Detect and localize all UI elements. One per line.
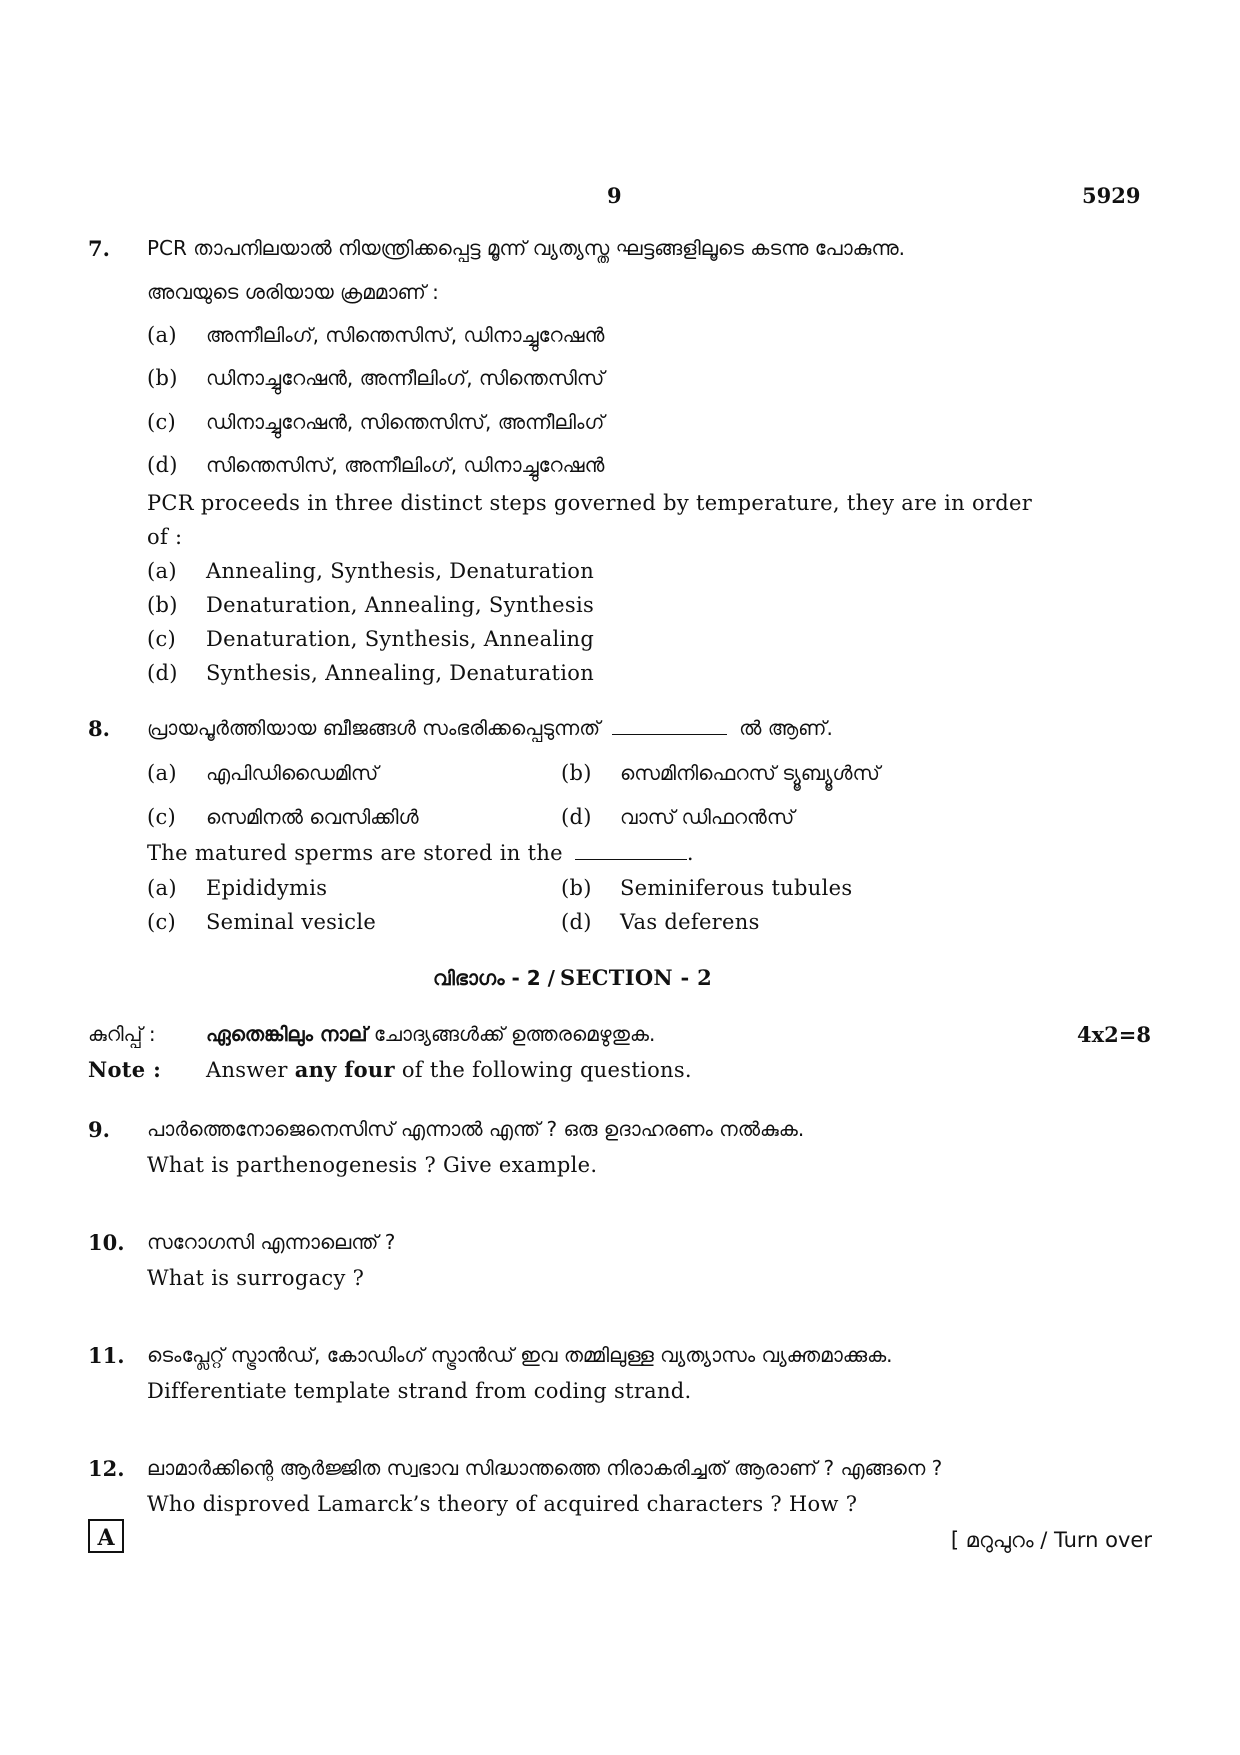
question-text-ml: ടെംപ്ലേറ്റ് സ്ട്രാൻഡ്, കോഡിംഗ് സ്ട്രാൻഡ് ഇവ തമ്മിലുള്ള വ്യത്യാസം വ്യക്തമാക്കുക. <box>147 1343 893 1367</box>
option-label: (b) <box>561 761 592 785</box>
option-label: (a) <box>147 323 177 347</box>
option-text-en: Epididymis <box>206 876 328 900</box>
option-text-en: Annealing, Synthesis, Denaturation <box>206 559 595 583</box>
option-label: (c) <box>147 627 177 651</box>
option-text-ml: ഡിനാച്ചുറേഷൻ, സിന്തെസിസ്, അന്നീലിംഗ് <box>206 410 605 434</box>
question-text-en-start: The matured sperms are stored in the <box>147 841 563 865</box>
section-heading <box>433 965 712 990</box>
option-label: (d) <box>147 453 178 477</box>
option-text-ml: വാസ് ഡിഫറൻസ് <box>620 805 795 829</box>
question-text-ml: ലാമാർക്കിന്റെ ആർജ്ജിത സ്വഭാവ സിദ്ധാന്തത്തെ നിരാകരിച്ചത് ആരാണ് ? എങ്ങനെ ? <box>147 1456 943 1480</box>
option-text-en: Seminiferous tubules <box>620 876 853 900</box>
question-text-en: Differentiate template strand from coding strand. <box>147 1379 692 1403</box>
option-label: (b) <box>147 366 178 390</box>
answer-blank <box>612 716 727 735</box>
question-text-en: Who disproved Lamarck’s theory of acquired characters ? How ? <box>147 1492 858 1516</box>
option-label: (d) <box>561 910 592 934</box>
page-number: 9 <box>607 183 622 208</box>
question-text-ml: PCR താപനിലയാൽ നിയന്ത്രിക്കപ്പെട്ട മൂന്ന് വ്യത്യസ്ത ഘട്ടങ്ങളിലൂടെ കടന്നു പോകുന്നു. <box>147 236 906 260</box>
question-text-en: PCR proceeds in three distinct steps governed by temperature, they are in order <box>147 491 1033 515</box>
option-label: (c) <box>147 805 177 829</box>
series-box: A <box>88 1519 124 1553</box>
option-text-ml: സിന്തെസിസ്, അന്നീലിംഗ്, ഡിനാച്ചുറേഷൻ <box>206 453 605 477</box>
question-number: 8. <box>88 716 110 741</box>
turn-over-text: [ മറുപുറം / Turn over <box>950 1528 1152 1552</box>
paper-code: 5929 <box>1082 183 1141 208</box>
question-number: 12. <box>88 1456 125 1481</box>
question-text-ml: അവയുടെ ശരിയായ ക്രമമാണ് : <box>147 280 439 304</box>
option-label: (d) <box>561 805 592 829</box>
question-text-ml-start: പ്രായപൂർത്തിയായ ബീജങ്ങൾ സംഭരിക്കപ്പെടുന്നത് <box>147 716 601 740</box>
option-text-en: Synthesis, Annealing, Denaturation <box>206 661 595 685</box>
question-text-en: of : <box>147 525 183 549</box>
option-label: (d) <box>147 661 178 685</box>
note-emphasis-ml: ഏതെങ്കിലും നാല് <box>206 1022 368 1046</box>
question-text-ml: പാർത്തെനോജെനെസിസ് എന്നാൽ എന്ത് ? ഒരു ഉദാഹരണം നൽകുക. <box>147 1117 805 1141</box>
note-label-ml: കുറിപ്പ് : <box>88 1022 156 1046</box>
option-text-ml: ഡിനാച്ചുറേഷൻ, അന്നീലിംഗ്, സിന്തെസിസ് <box>206 366 605 390</box>
section-heading-en: SECTION - 2 <box>559 965 713 990</box>
question-text-ml-end: ൽ ആണ്. <box>739 716 833 740</box>
section-heading-ml: വിഭാഗം - 2 / <box>433 966 555 990</box>
question-text-en: What is surrogacy ? <box>147 1266 365 1290</box>
option-label: (a) <box>147 876 177 900</box>
note-text-en <box>206 1057 692 1082</box>
question-text-ml: സറോഗസി എന്നാലെന്ത് ? <box>147 1230 396 1254</box>
option-text-en: Denaturation, Synthesis, Annealing <box>206 627 595 651</box>
note-rest-ml: ചോദ്യങ്ങൾക്ക് ഉത്തരമെഴുതുക. <box>373 1022 656 1046</box>
option-label: (b) <box>147 593 178 617</box>
option-text-ml: എപിഡിഡൈമിസ് <box>206 761 379 785</box>
option-label: (b) <box>561 876 592 900</box>
question-number: 10. <box>88 1230 125 1255</box>
question-number: 7. <box>88 236 110 261</box>
question-number: 11. <box>88 1343 125 1368</box>
option-text-en: Vas deferens <box>620 910 760 934</box>
option-text-ml: അന്നീലിംഗ്, സിന്തെസിസ്, ഡിനാച്ചുറേഷൻ <box>206 323 605 347</box>
option-label: (a) <box>147 761 177 785</box>
option-text-en: Denaturation, Annealing, Synthesis <box>206 593 595 617</box>
note-text-en-start: Answer <box>206 1058 288 1082</box>
turn-over-note <box>951 1528 1152 1553</box>
option-label: (a) <box>147 559 177 583</box>
section-marks: 4x2=8 <box>1077 1022 1151 1047</box>
question-text-ml <box>147 716 833 740</box>
option-text-ml: സെമിനിഫെറസ് ട്യൂബ്യൂൾസ് <box>620 761 880 785</box>
question-text-en-end: . <box>686 841 694 865</box>
note-text-ml <box>206 1022 655 1046</box>
option-text-en: Seminal vesicle <box>206 910 377 934</box>
question-text-en: What is parthenogenesis ? Give example. <box>147 1153 598 1177</box>
option-label: (c) <box>147 410 177 434</box>
question-text-en <box>147 841 694 865</box>
option-label: (c) <box>147 910 177 934</box>
answer-blank <box>575 841 687 860</box>
note-text-en-end: of the following questions. <box>401 1058 692 1082</box>
note-label-en: Note : <box>88 1057 162 1082</box>
note-emphasis-en: any four <box>294 1057 395 1082</box>
question-number: 9. <box>88 1117 110 1142</box>
option-text-ml: സെമിനൽ വെസിക്കിൾ <box>206 805 419 829</box>
